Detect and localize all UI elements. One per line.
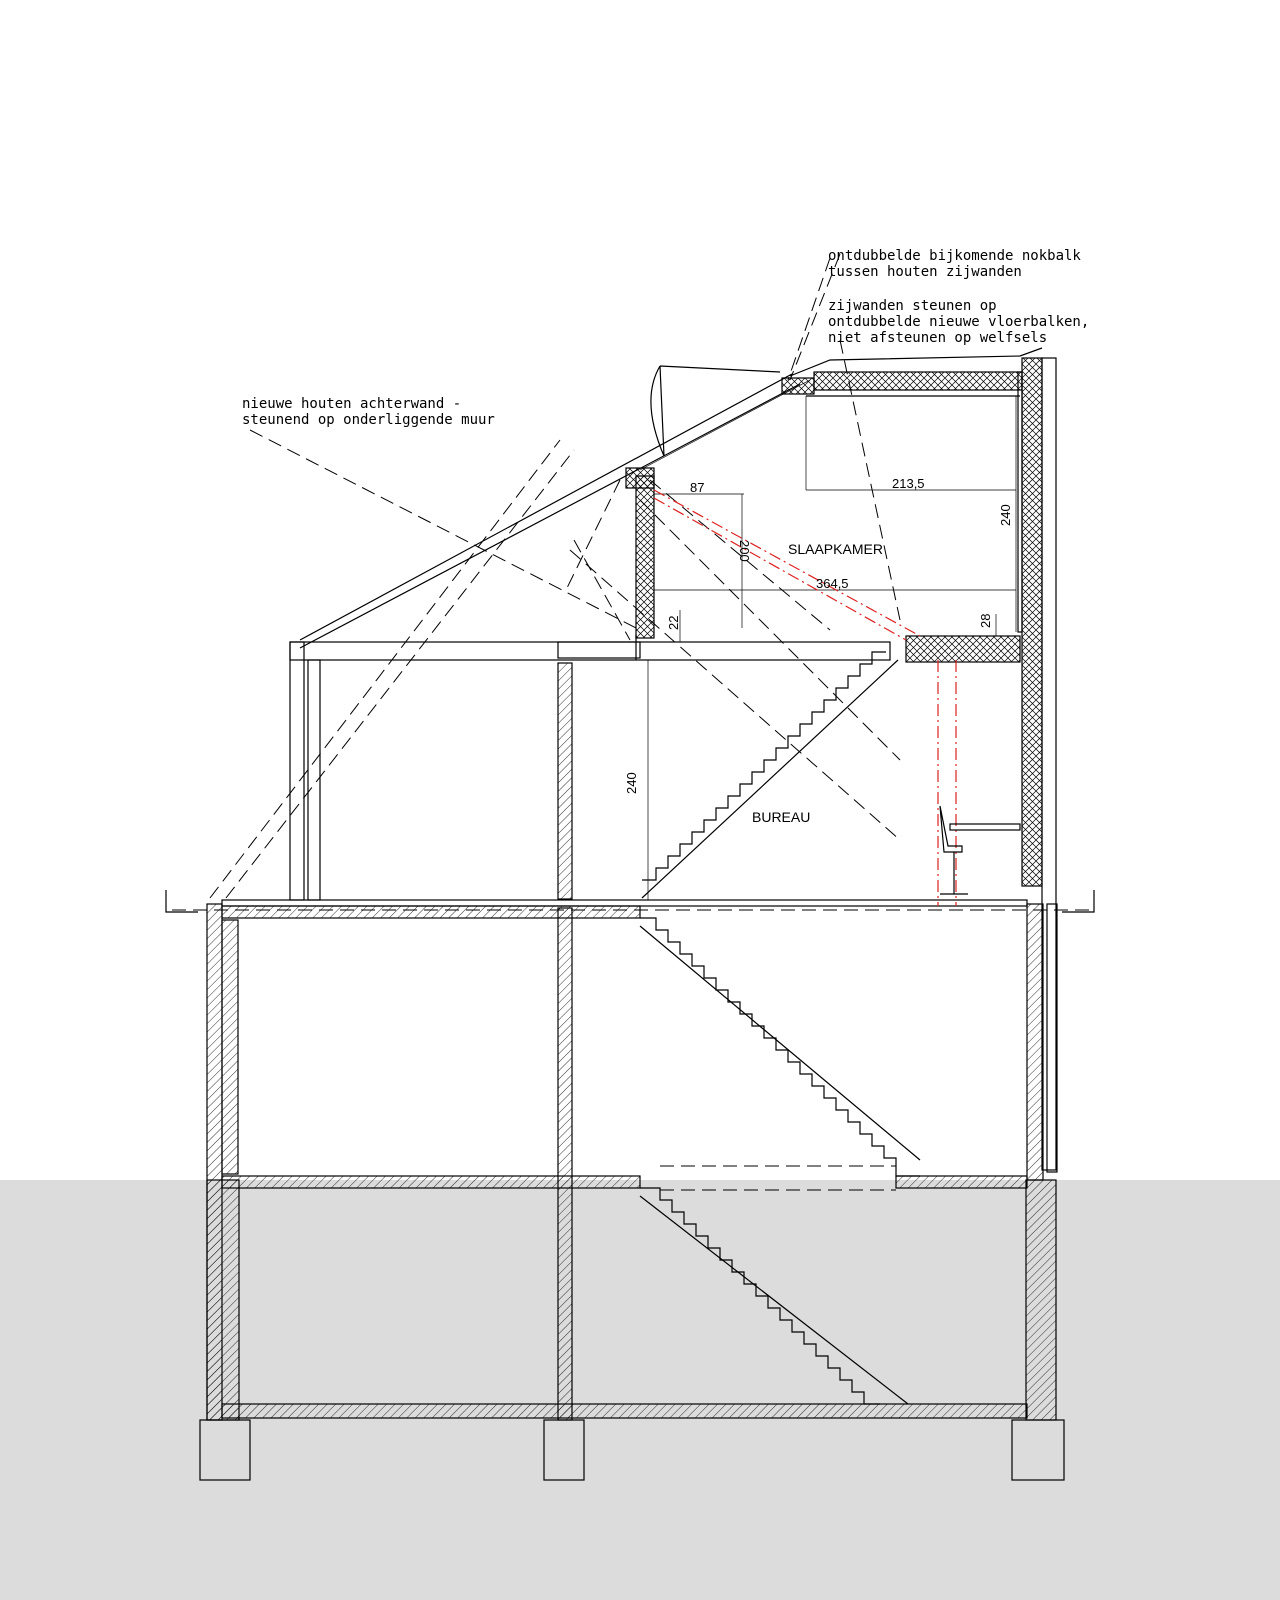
annotation-side-walls	[828, 298, 1089, 346]
dimension-87: 87	[690, 480, 705, 495]
annotation-line: ontdubbelde nieuwe vloerbalken,	[828, 314, 1090, 330]
attic-rear-wall	[636, 476, 654, 638]
room-label-bedroom: SLAAPKAMER	[788, 541, 883, 557]
annotation-ridge-beam	[828, 248, 1081, 280]
room-label-office: BUREAU	[752, 809, 811, 825]
dimension-240-top: 240	[998, 504, 1013, 526]
annotation-line: zijwanden steunen op	[828, 298, 997, 314]
stair-first	[640, 918, 920, 1176]
level-marker-right	[1062, 890, 1094, 912]
ridge-beam	[782, 378, 814, 394]
ground-fill	[0, 1180, 1280, 1600]
annotation-line: nieuwe houten achterwand -	[242, 396, 462, 412]
rear-beam	[626, 468, 654, 488]
dimension-213-5: 213,5	[892, 476, 925, 491]
dimension-240-mid: 240	[624, 772, 639, 794]
leader-lines	[788, 258, 830, 380]
level-marker-left	[166, 890, 198, 912]
annotation-line: ontdubbelde bijkomende nokbalk	[828, 248, 1081, 264]
middle-wall	[558, 663, 572, 1420]
annotation-rear-wall	[242, 396, 495, 428]
stair-attic	[642, 652, 886, 880]
skylight	[651, 366, 780, 456]
dimension-28: 28	[978, 613, 993, 628]
annotation-line: niet afsteunen op welfsels	[828, 330, 1048, 346]
dimension-22: 22	[666, 615, 681, 630]
dashed-lines	[172, 254, 1090, 1190]
annotation-line: steunend op onderliggende muur	[242, 412, 495, 428]
desk-and-chair	[940, 806, 1020, 894]
annotation-line: tussen houten zijwanden	[828, 264, 1022, 280]
dimension-200: 200	[737, 540, 752, 562]
dimension-364-5: 364,5	[816, 576, 849, 591]
